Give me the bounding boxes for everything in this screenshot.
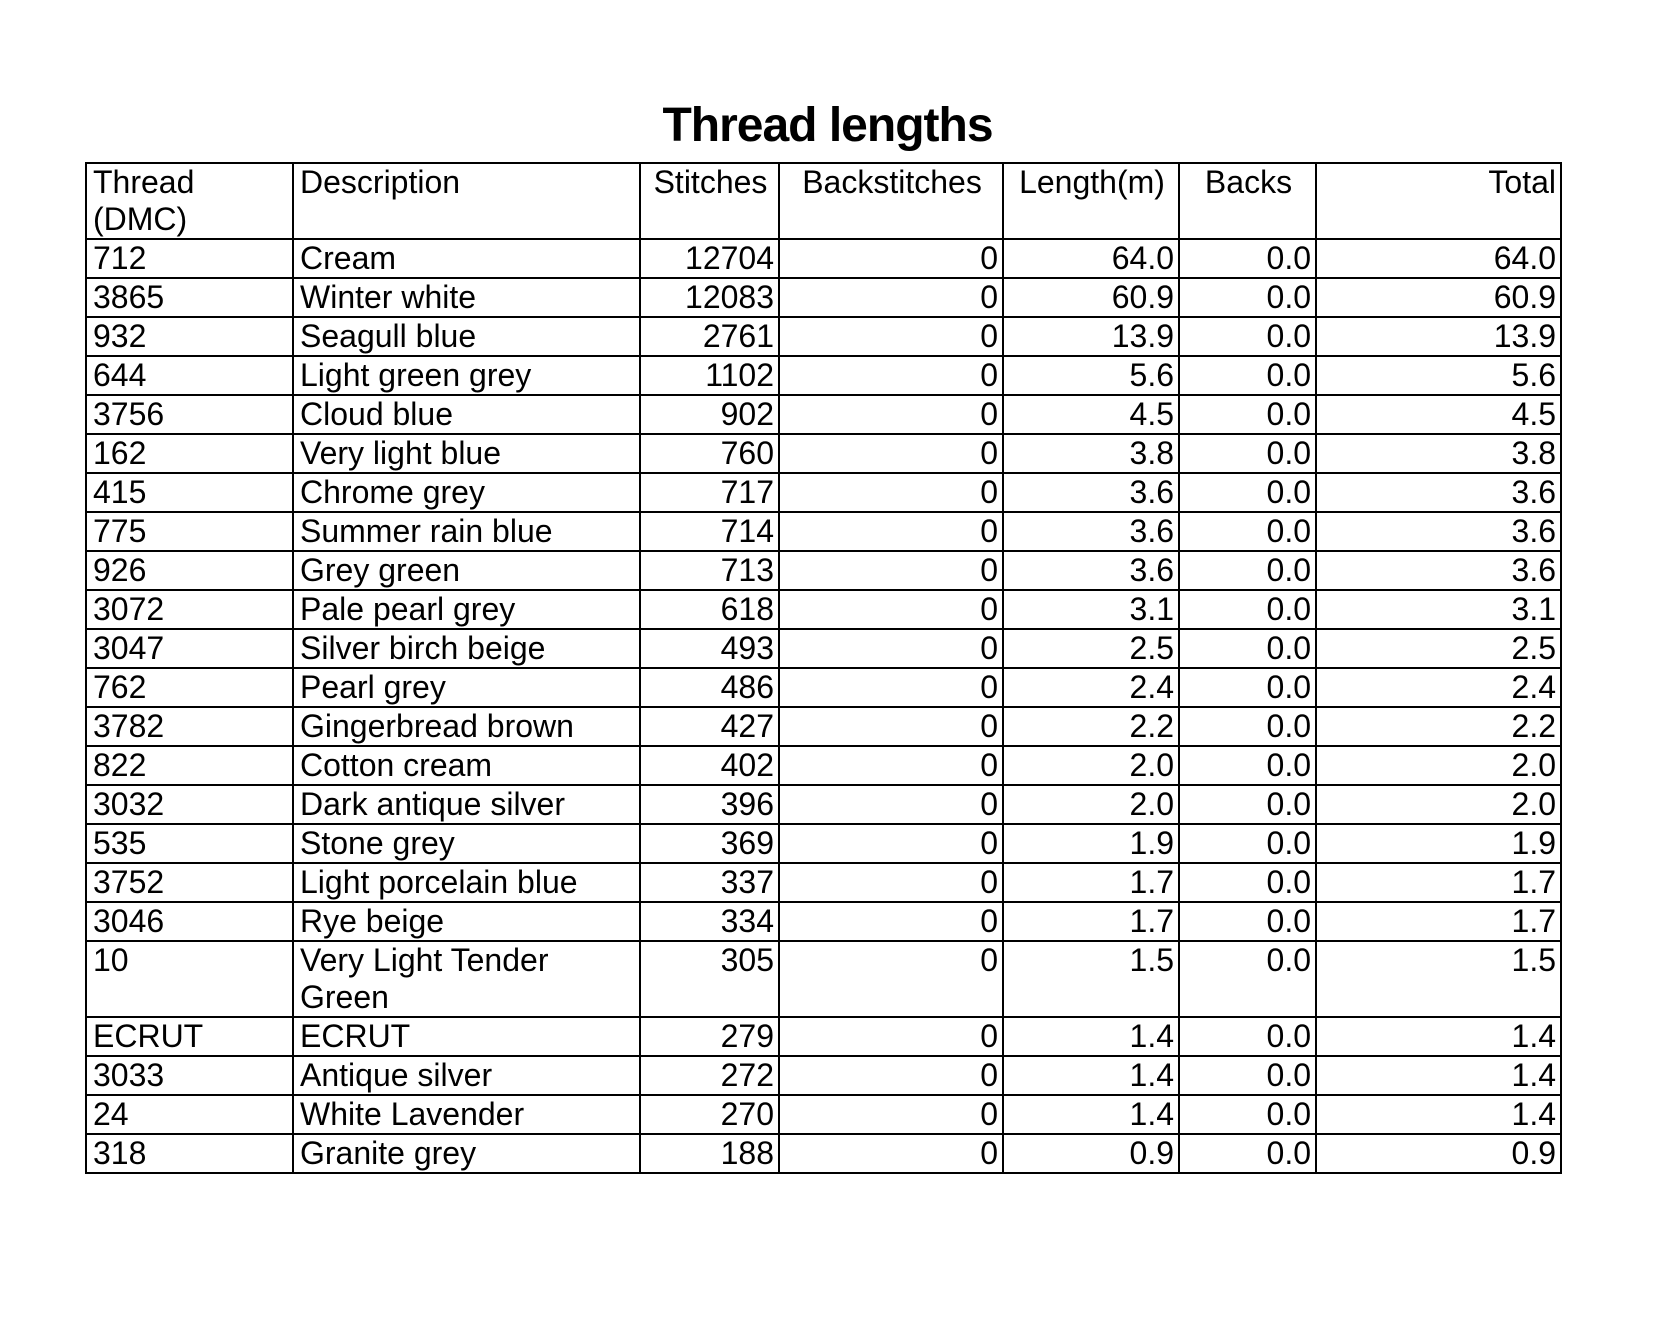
cell-backs: 0.0: [1179, 239, 1316, 278]
table-row: [86, 1056, 1561, 1095]
cell-description: Seagull blue: [293, 317, 640, 356]
cell-description: Silver birch beige: [293, 629, 640, 668]
cell-description: Chrome grey: [293, 473, 640, 512]
cell-description: Light green grey: [293, 356, 640, 395]
cell-stitches: 717: [640, 473, 779, 512]
cell-backs: 0.0: [1179, 902, 1316, 941]
cell-length: 64.0: [1003, 239, 1179, 278]
table-row: [86, 863, 1561, 902]
cell-length: 3.6: [1003, 551, 1179, 590]
cell-length: 1.4: [1003, 1056, 1179, 1095]
cell-description: Rye beige: [293, 902, 640, 941]
cell-backs: 0.0: [1179, 629, 1316, 668]
cell-stitches: 2761: [640, 317, 779, 356]
cell-thread: ECRUT: [86, 1017, 293, 1056]
table-row: [86, 707, 1561, 746]
cell-backstitches: 0: [779, 473, 1003, 512]
cell-backstitches: 0: [779, 941, 1003, 1017]
cell-backstitches: 0: [779, 863, 1003, 902]
cell-thread: 3072: [86, 590, 293, 629]
table-row: [86, 512, 1561, 551]
page-title: Thread lengths: [662, 99, 993, 152]
cell-description: ECRUT: [293, 1017, 640, 1056]
cell-backs: 0.0: [1179, 1134, 1316, 1173]
cell-thread: 3756: [86, 395, 293, 434]
cell-length: 1.4: [1003, 1017, 1179, 1056]
table-row: [86, 551, 1561, 590]
cell-stitches: 486: [640, 668, 779, 707]
cell-backstitches: 0: [779, 1134, 1003, 1173]
header-total: Total: [1316, 163, 1561, 239]
cell-backs: 0.0: [1179, 512, 1316, 551]
cell-length: 4.5: [1003, 395, 1179, 434]
cell-stitches: 188: [640, 1134, 779, 1173]
cell-length: 0.9: [1003, 1134, 1179, 1173]
cell-description: Granite grey: [293, 1134, 640, 1173]
cell-thread: 3046: [86, 902, 293, 941]
cell-description: Cream: [293, 239, 640, 278]
cell-stitches: 493: [640, 629, 779, 668]
cell-stitches: 1102: [640, 356, 779, 395]
cell-stitches: 12083: [640, 278, 779, 317]
cell-thread: 712: [86, 239, 293, 278]
cell-description: Pale pearl grey: [293, 590, 640, 629]
cell-stitches: 396: [640, 785, 779, 824]
cell-backstitches: 0: [779, 902, 1003, 941]
cell-description: Grey green: [293, 551, 640, 590]
cell-total: 3.6: [1316, 473, 1561, 512]
cell-backstitches: 0: [779, 551, 1003, 590]
cell-length: 60.9: [1003, 278, 1179, 317]
table-row: [86, 278, 1561, 317]
cell-total: 3.8: [1316, 434, 1561, 473]
cell-total: 1.4: [1316, 1095, 1561, 1134]
cell-backs: 0.0: [1179, 785, 1316, 824]
cell-backstitches: 0: [779, 434, 1003, 473]
cell-thread: 762: [86, 668, 293, 707]
cell-description: Light porcelain blue: [293, 863, 640, 902]
cell-thread: 3782: [86, 707, 293, 746]
header-description: Description: [293, 163, 640, 239]
cell-backs: 0.0: [1179, 317, 1316, 356]
cell-length: 1.5: [1003, 941, 1179, 1017]
cell-backstitches: 0: [779, 278, 1003, 317]
cell-length: 1.9: [1003, 824, 1179, 863]
cell-stitches: 402: [640, 746, 779, 785]
cell-backstitches: 0: [779, 1056, 1003, 1095]
cell-total: 1.5: [1316, 941, 1561, 1017]
table-row: [86, 902, 1561, 941]
cell-thread: 3033: [86, 1056, 293, 1095]
cell-total: 3.6: [1316, 551, 1561, 590]
cell-thread: 644: [86, 356, 293, 395]
cell-backstitches: 0: [779, 395, 1003, 434]
cell-backstitches: 0: [779, 1017, 1003, 1056]
cell-total: 2.4: [1316, 668, 1561, 707]
cell-description: Stone grey: [293, 824, 640, 863]
cell-total: 2.5: [1316, 629, 1561, 668]
table-row: [86, 785, 1561, 824]
cell-backs: 0.0: [1179, 1017, 1316, 1056]
cell-stitches: 713: [640, 551, 779, 590]
cell-backstitches: 0: [779, 629, 1003, 668]
cell-stitches: 337: [640, 863, 779, 902]
cell-total: 1.7: [1316, 863, 1561, 902]
cell-stitches: 272: [640, 1056, 779, 1095]
cell-thread: 3047: [86, 629, 293, 668]
cell-thread: 162: [86, 434, 293, 473]
cell-stitches: 369: [640, 824, 779, 863]
cell-backstitches: 0: [779, 707, 1003, 746]
cell-description: White Lavender: [293, 1095, 640, 1134]
table-row: [86, 746, 1561, 785]
header-length: Length(m): [1003, 163, 1179, 239]
table-row: [86, 317, 1561, 356]
cell-stitches: 305: [640, 941, 779, 1017]
header-backs: Backs: [1179, 163, 1316, 239]
cell-length: 1.4: [1003, 1095, 1179, 1134]
cell-description: Dark antique silver: [293, 785, 640, 824]
cell-backstitches: 0: [779, 590, 1003, 629]
cell-backs: 0.0: [1179, 1056, 1316, 1095]
header-stitches: Stitches: [640, 163, 779, 239]
cell-total: 13.9: [1316, 317, 1561, 356]
cell-backstitches: 0: [779, 512, 1003, 551]
cell-thread: 926: [86, 551, 293, 590]
cell-thread: 318: [86, 1134, 293, 1173]
cell-length: 3.1: [1003, 590, 1179, 629]
cell-stitches: 618: [640, 590, 779, 629]
cell-total: 1.4: [1316, 1056, 1561, 1095]
cell-description: Very Light Tender Green: [293, 941, 640, 1017]
cell-stitches: 902: [640, 395, 779, 434]
cell-stitches: 427: [640, 707, 779, 746]
cell-backs: 0.0: [1179, 551, 1316, 590]
cell-backs: 0.0: [1179, 824, 1316, 863]
cell-thread: 10: [86, 941, 293, 1017]
cell-backs: 0.0: [1179, 746, 1316, 785]
cell-length: 2.2: [1003, 707, 1179, 746]
cell-total: 3.6: [1316, 512, 1561, 551]
cell-description: Pearl grey: [293, 668, 640, 707]
cell-total: 4.5: [1316, 395, 1561, 434]
cell-length: 3.8: [1003, 434, 1179, 473]
cell-backs: 0.0: [1179, 707, 1316, 746]
cell-backs: 0.0: [1179, 278, 1316, 317]
cell-stitches: 334: [640, 902, 779, 941]
cell-description: Cotton cream: [293, 746, 640, 785]
cell-thread: 3752: [86, 863, 293, 902]
table-row: [86, 1017, 1561, 1056]
cell-total: 2.0: [1316, 785, 1561, 824]
cell-description: Summer rain blue: [293, 512, 640, 551]
cell-total: 64.0: [1316, 239, 1561, 278]
cell-thread: 415: [86, 473, 293, 512]
table-row: [86, 629, 1561, 668]
cell-thread: 3865: [86, 278, 293, 317]
cell-total: 60.9: [1316, 278, 1561, 317]
cell-length: 13.9: [1003, 317, 1179, 356]
cell-length: 2.0: [1003, 785, 1179, 824]
table-body: [86, 239, 1561, 1173]
cell-length: 3.6: [1003, 473, 1179, 512]
cell-stitches: 714: [640, 512, 779, 551]
table-row: [86, 434, 1561, 473]
thread-lengths-table: [85, 162, 1562, 1174]
cell-stitches: 760: [640, 434, 779, 473]
cell-total: 5.6: [1316, 356, 1561, 395]
cell-backstitches: 0: [779, 239, 1003, 278]
cell-thread: 3032: [86, 785, 293, 824]
cell-description: Cloud blue: [293, 395, 640, 434]
header-thread: Thread (DMC): [86, 163, 293, 239]
header-backstitches: Backstitches: [779, 163, 1003, 239]
cell-total: 3.1: [1316, 590, 1561, 629]
cell-total: 2.2: [1316, 707, 1561, 746]
cell-length: 1.7: [1003, 902, 1179, 941]
cell-backstitches: 0: [779, 356, 1003, 395]
table-header-row: [86, 163, 1561, 239]
cell-stitches: 12704: [640, 239, 779, 278]
cell-backstitches: 0: [779, 668, 1003, 707]
cell-backs: 0.0: [1179, 668, 1316, 707]
cell-thread: 932: [86, 317, 293, 356]
table-row: [86, 590, 1561, 629]
table-row: [86, 1095, 1561, 1134]
table-row: [86, 941, 1561, 1017]
cell-backstitches: 0: [779, 1095, 1003, 1134]
table-row: [86, 668, 1561, 707]
cell-length: 1.7: [1003, 863, 1179, 902]
cell-length: 5.6: [1003, 356, 1179, 395]
cell-backs: 0.0: [1179, 434, 1316, 473]
cell-thread: 775: [86, 512, 293, 551]
cell-length: 2.0: [1003, 746, 1179, 785]
cell-backstitches: 0: [779, 824, 1003, 863]
cell-length: 2.4: [1003, 668, 1179, 707]
cell-backs: 0.0: [1179, 941, 1316, 1017]
cell-total: 1.9: [1316, 824, 1561, 863]
cell-thread: 535: [86, 824, 293, 863]
table-row: [86, 473, 1561, 512]
cell-total: 1.4: [1316, 1017, 1561, 1056]
cell-thread: 24: [86, 1095, 293, 1134]
table-row: [86, 239, 1561, 278]
cell-length: 3.6: [1003, 512, 1179, 551]
cell-length: 2.5: [1003, 629, 1179, 668]
cell-backs: 0.0: [1179, 473, 1316, 512]
cell-stitches: 279: [640, 1017, 779, 1056]
cell-backstitches: 0: [779, 317, 1003, 356]
cell-backs: 0.0: [1179, 863, 1316, 902]
cell-backs: 0.0: [1179, 590, 1316, 629]
cell-backs: 0.0: [1179, 356, 1316, 395]
cell-description: Winter white: [293, 278, 640, 317]
cell-backs: 0.0: [1179, 1095, 1316, 1134]
table-row: [86, 1134, 1561, 1173]
table-row: [86, 395, 1561, 434]
cell-total: 0.9: [1316, 1134, 1561, 1173]
cell-backstitches: 0: [779, 746, 1003, 785]
table-row: [86, 824, 1561, 863]
cell-stitches: 270: [640, 1095, 779, 1134]
table-row: [86, 356, 1561, 395]
cell-total: 2.0: [1316, 746, 1561, 785]
cell-total: 1.7: [1316, 902, 1561, 941]
cell-backs: 0.0: [1179, 395, 1316, 434]
cell-thread: 822: [86, 746, 293, 785]
cell-description: Very light blue: [293, 434, 640, 473]
cell-description: Antique silver: [293, 1056, 640, 1095]
cell-backstitches: 0: [779, 785, 1003, 824]
cell-description: Gingerbread brown: [293, 707, 640, 746]
